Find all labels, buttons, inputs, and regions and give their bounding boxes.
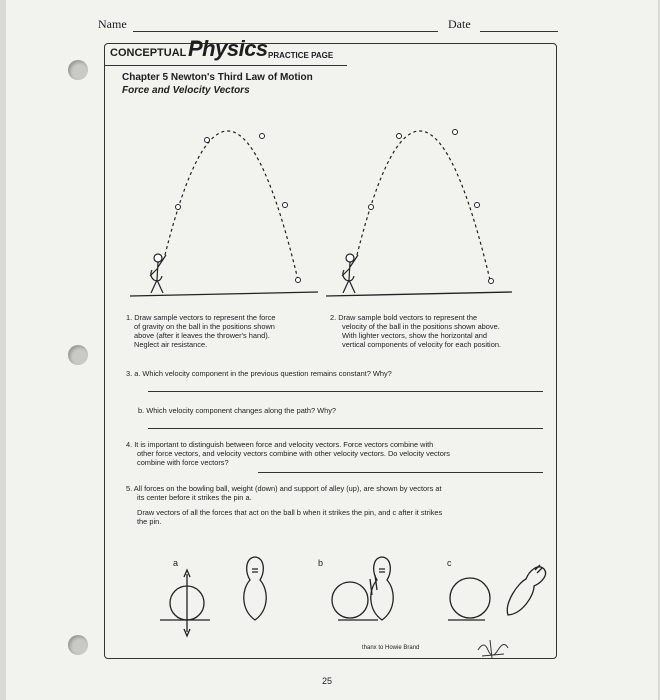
question-1: 1. Draw sample vectors to represent the force of gravity on the ball in the positions shown above (after it leaves the thrower's hand). Neglect air resistance. — [126, 313, 276, 349]
credit-text: thanx to Howie Brand — [362, 645, 420, 651]
question-5: 5. All forces on the bowling ball, weight (down) and support of alley (up), are shown by vectors at its center before it strikes the pin a. Draw vectors of all the forces that act on the ball b when it strikes the pin, and c after it strikes the pin. — [126, 484, 443, 526]
page-number: 25 — [322, 676, 333, 686]
label-b: b — [318, 558, 324, 568]
signature-scribble — [474, 636, 514, 662]
chapter-subtitle: Force and Velocity Vectors — [122, 85, 250, 96]
bowling-ball-b — [332, 582, 368, 618]
question-3a: 3. a. Which velocity component in the previous question remains constant? Why? — [126, 369, 392, 378]
force-vectors-a — [184, 570, 190, 636]
banner-conceptual: CONCEPTUAL — [110, 47, 187, 59]
chapter-title: Chapter 5 Newton's Third Law of Motion — [122, 72, 313, 83]
question-4: 4. It is important to distinguish between force and velocity vectors. Force vectors combine with other force vectors, and velocity vectors combine with other velocity vectors. Do velocity vectors combine with force vectors? — [126, 440, 450, 467]
label-a: a — [173, 558, 179, 568]
label-c: c — [447, 558, 452, 568]
bowling-ball-c — [450, 578, 490, 618]
question-2: 2. Draw sample bold vectors to represent the velocity of the ball in the positions shown above. With lighter vectors, show the horizontal and vertical components of velocity for each position. — [330, 313, 501, 349]
bowling-pin-c — [507, 567, 545, 615]
bowling-pin-a — [244, 557, 266, 620]
name-label: Name — [98, 17, 127, 31]
banner-physics: Physics — [188, 36, 268, 61]
bowling-pin-b — [371, 557, 393, 620]
question-3b: b. Which velocity component changes along the path? Why? — [138, 406, 337, 415]
banner-practice-page: PRACTICE PAGE — [268, 51, 334, 60]
date-label: Date — [448, 17, 471, 31]
